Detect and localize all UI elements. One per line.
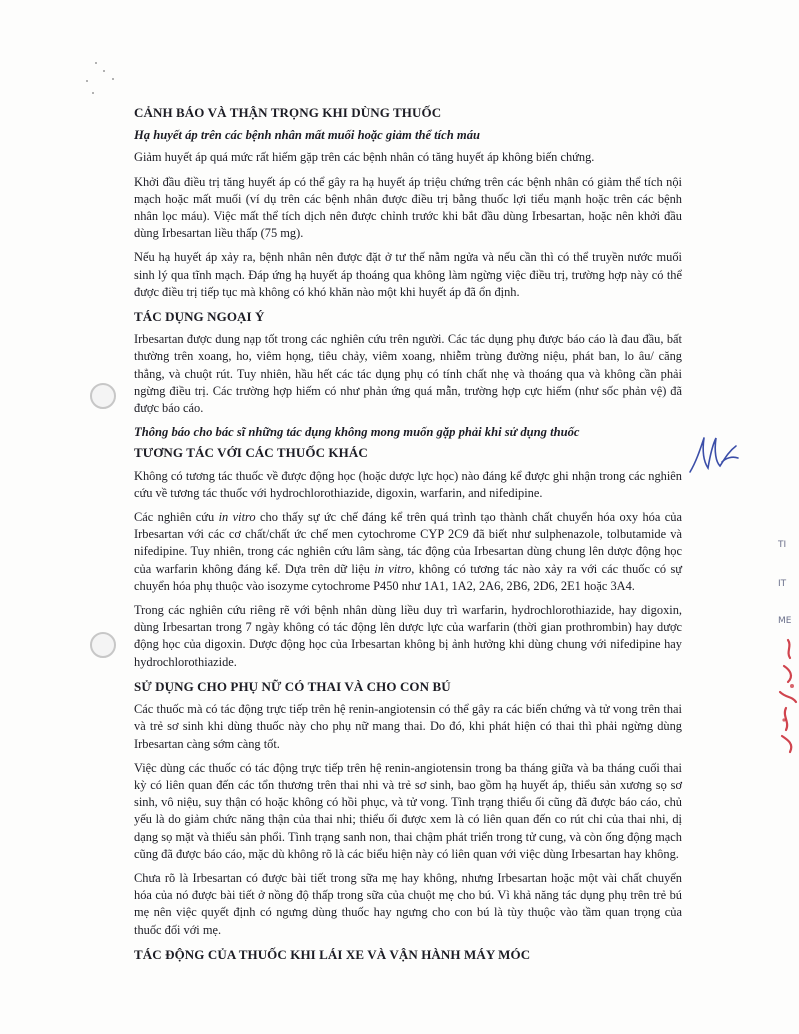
stamp-text: ME [778, 616, 792, 626]
scan-speck [92, 92, 94, 94]
stamp-fragment [778, 540, 798, 627]
paragraph: Các nghiên cứu in vitro cho thấy sự ức chế đáng kể trên quá trình tạo thành chất chuyển hóa oxy hóa của Irbesartan với các cơ chất/chất ức chế men cytochrome CYP 2C9 đã biết như sulphenazole, tolbutamide và nifedipine. Tuy nhiên, trong các nghiên cứu lâm sàng, tác động của Irbesartan dùng chung lên dược động học của warfarin không đáng kể. Dựa trên dữ liệu in vitro, không có tương tác nào xảy ra với các thuốc có sự chuyển hóa phụ thuộc vào isozyme cytochrome P450 như 1A1, 1A2, 2A6, 2B6, 2D6, 2E1 hoặc 3A4. [134, 510, 682, 593]
signature-initials [686, 432, 746, 476]
heading-pregnancy: SỬ DỤNG CHO PHỤ NỮ CÓ THAI VÀ CHO CON BÚ [134, 678, 451, 694]
red-stamp-fragment [770, 636, 799, 756]
heading-adverse-effects: TÁC DỤNG NGOẠI Ý [134, 309, 265, 325]
paragraph: Khởi đầu điều trị tăng huyết áp có thể gây ra hạ huyết áp triệu chứng trên các bệnh nhân có giảm thể tích nội mạch hoặc mất muối (ví dụ trên các bệnh nhân được điều trị bằng thuốc lợi tiểu mạnh hoặc trên các bệnh nhân lọc máu). Việc mất thể tích dịch nên được chỉnh trước khi bắt đầu dùng Irbesartan, hoặc nên khởi đầu dùng Irbesartan liều thấp (75 mg). [134, 174, 682, 241]
paragraph: Giảm huyết áp quá mức rất hiếm gặp trên các bệnh nhân có tăng huyết áp không biến chứng. [134, 150, 595, 165]
paragraph: Các thuốc mà có tác động trực tiếp trên hệ renin-angiotensin có thể gây ra các biến chứng và tử vong trên thai và trẻ sơ sinh khi dùng thuốc này cho phụ nữ mang thai. Do đó, khi phát hiện có thai thì phải ngừng dùng Irbesartan càng sớm càng tốt. [134, 702, 682, 751]
heading-warnings: CẢNH BÁO VÀ THẬN TRỌNG KHI DÙNG THUỐC [134, 105, 442, 120]
scan-speck [103, 70, 105, 72]
paragraph: Trong các nghiên cứu riêng rẽ với bệnh nhân dùng liều duy trì warfarin, hydrochlorothiazide, hay digoxin, dùng Irbesartan trong 7 ngày không có tác động lên dược lực của warfarin (thời gian prothrombin) hay dược động học của digoxin. Dược động học của Irbesartan không bị ảnh hưởng khi dùng chung với nifedipine hay hydrochlorothiazide. [134, 603, 682, 669]
document-body [134, 104, 682, 969]
paragraph: Việc dùng các thuốc có tác động trực tiếp trên hệ renin-angiotensin trong ba tháng giữa và ba tháng cuối thai kỳ có liên quan đến các tổn thương trên thai nhi và trẻ sơ sinh, bao gồm hạ huyết áp, thiểu sản xương sọ sơ sinh, vô niệu, suy thận có hoặc không có hồi phục, và tử vong. Tình trạng thiểu ối cũng đã được báo cáo, chủ yếu là do giảm chức năng thận của thai nhi; thiểu ối được xem là có liên quan đến co rút chi của thai nhi, dị dạng sọ mặt và thiểu sản phổi. Tình trạng sanh non, thai chậm phát triển trong tử cung, và còn ống động mạch cũng đã được báo cáo, mặc dù không rõ là các biểu hiện này có liên quan với việc dùng Irbesartan hay không. [134, 760, 682, 861]
heading-driving: TÁC ĐỘNG CỦA THUỐC KHI LÁI XE VÀ VẬN HÀNH MÁY MÓC [134, 946, 531, 962]
stamp-text: TI [778, 540, 787, 550]
paragraph: Irbesartan được dung nạp tốt trong các nghiên cứu trên người. Các tác dụng phụ được báo cáo là đau đầu, bất thường trên xoang, ho, viêm họng, tiêu chảy, viêm xoang, nhiễm trùng đường niệu, phát ban, lo âu/ căng thẳng, và chuột rút. Tuy nhiên, hầu hết các tác dụng phụ có tính chất nhẹ và thoáng qua và không cần phải ngừng điều trị. Các trường hợp hiếm có như phản ứng quá mẫn, trường hợp cực hiếm (như sốc phản vệ) đã được báo cáo. [134, 332, 682, 416]
subheading-hypotension: Hạ huyết áp trên các bệnh nhân mất muối hoặc giảm thể tích máu [134, 128, 481, 143]
punch-hole [90, 632, 116, 658]
paragraph: Nếu hạ huyết áp xảy ra, bệnh nhân nên được đặt ở tư thế nằm ngửa và nếu cần thì có thể truyền nước muối sinh lý qua tĩnh mạch. Đáp ứng hạ huyết áp thoáng qua không làm ngừng việc điều trị, trường hợp này có thể được điều trị tiếp tục mà không có khó khăn nào một khi huyết áp đã ổn định. [134, 250, 682, 299]
heading-interactions: TƯƠNG TÁC VỚI CÁC THUỐC KHÁC [134, 445, 368, 461]
note-report-to-doctor: Thông báo cho bác sĩ những tác dụng không mong muốn gặp phải khi sử dụng thuốc [134, 425, 580, 440]
scan-speck [112, 78, 114, 80]
scan-speck [95, 62, 97, 64]
punch-hole [90, 383, 116, 409]
paragraph: Không có tương tác thuốc về được động học (hoặc dược lực học) nào đáng kể được ghi nhận trong các nghiên cứu về tương tác thuốc với hydrochlorothiazide, digoxin, warfarin, and nifedipine. [134, 468, 682, 500]
stamp-text: IT [778, 579, 787, 589]
scan-speck [86, 80, 88, 82]
paragraph: Chưa rõ là Irbesartan có được bài tiết trong sữa mẹ hay không, nhưng Irbesartan hoặc một vài chất chuyển hóa của nó được bài tiết ở nồng độ thấp trong sữa của chuột mẹ cho bú. Vì khả năng tác dụng phụ trên trẻ bú mẹ nên việc quyết định có ngưng dùng thuốc hay ngưng cho con bú là tùy thuộc vào tầm quan trọng của thuốc đối với mẹ. [134, 870, 682, 937]
